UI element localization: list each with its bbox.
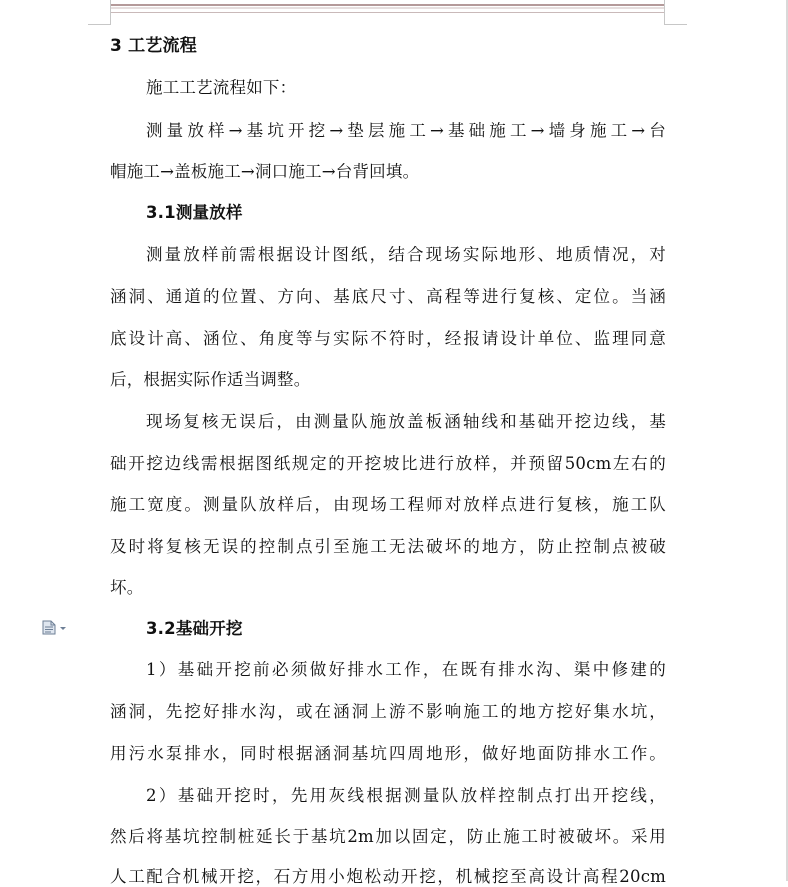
flow-line-2: 帽施工→盖板施工→洞口施工→台背回填。	[110, 162, 420, 181]
paragraph-line: 人工配合机械开挖，石方用小炮松动开挖，机械挖至高设计高程20cm	[110, 867, 666, 886]
paragraph-line: 现场复核无误后，由测量队施放盖板涵轴线和基础开挖边线，基	[146, 412, 666, 431]
chevron-down-icon[interactable]	[60, 627, 66, 630]
paragraph-line: 涵洞，先挖好排水沟，或在涵洞上游不影响施工的地方挖好集水坑，	[110, 702, 666, 721]
paragraph-line: 涵洞、通道的位置、方向、基底尺寸、高程等进行复核、定位。当涵	[110, 287, 666, 306]
paragraph-line: 坏。	[110, 578, 144, 597]
paragraph-line: 2）基础开挖时，先用灰线根据测量队放样控制点打出开挖线，	[146, 786, 666, 805]
paragraph-line: 及时将复核无误的控制点引至施工无法破坏的地方，防止控制点被破	[110, 537, 666, 556]
heading-3-2: 3.2基础开挖	[146, 619, 243, 638]
heading-3: 3 工艺流程	[110, 36, 197, 56]
paragraph-line: 底设计高、涵位、角度等与实际不符时，经报请设计单位、监理同意	[110, 329, 666, 348]
heading-3-1: 3.1测量放样	[146, 203, 243, 222]
header-rule	[110, 4, 664, 13]
paragraph-line: 1）基础开挖前必须做好排水工作，在既有排水沟、渠中修建的	[146, 660, 666, 679]
crop-mark-top-right	[664, 0, 687, 25]
paragraph-line: 后，根据实际作适当调整。	[110, 370, 311, 389]
paragraph-line: 用污水泵排水，同时根据涵洞基坑四周地形，做好地面防排水工作。	[110, 744, 666, 763]
intro-line: 施工工艺流程如下：	[146, 78, 297, 97]
crop-mark-top-left	[88, 0, 111, 25]
paragraph-line: 础开挖边线需根据图纸规定的开挖坡比进行放样，并预留50cm左右的	[110, 454, 666, 473]
paragraph-line: 施工宽度。测量队放样后，由现场工程师对放样点进行复核，施工队	[110, 495, 666, 514]
flow-line-1: 测量放样→基坑开挖→垫层施工→基础施工→墙身施工→台	[146, 121, 666, 140]
document-page-icon[interactable]	[42, 620, 56, 635]
paragraph-line: 然后将基坑控制桩延长于基坑2m加以固定，防止施工时被破坏。采用	[110, 827, 666, 846]
paragraph-line: 测量放样前需根据设计图纸，结合现场实际地形、地质情况，对	[146, 245, 666, 264]
